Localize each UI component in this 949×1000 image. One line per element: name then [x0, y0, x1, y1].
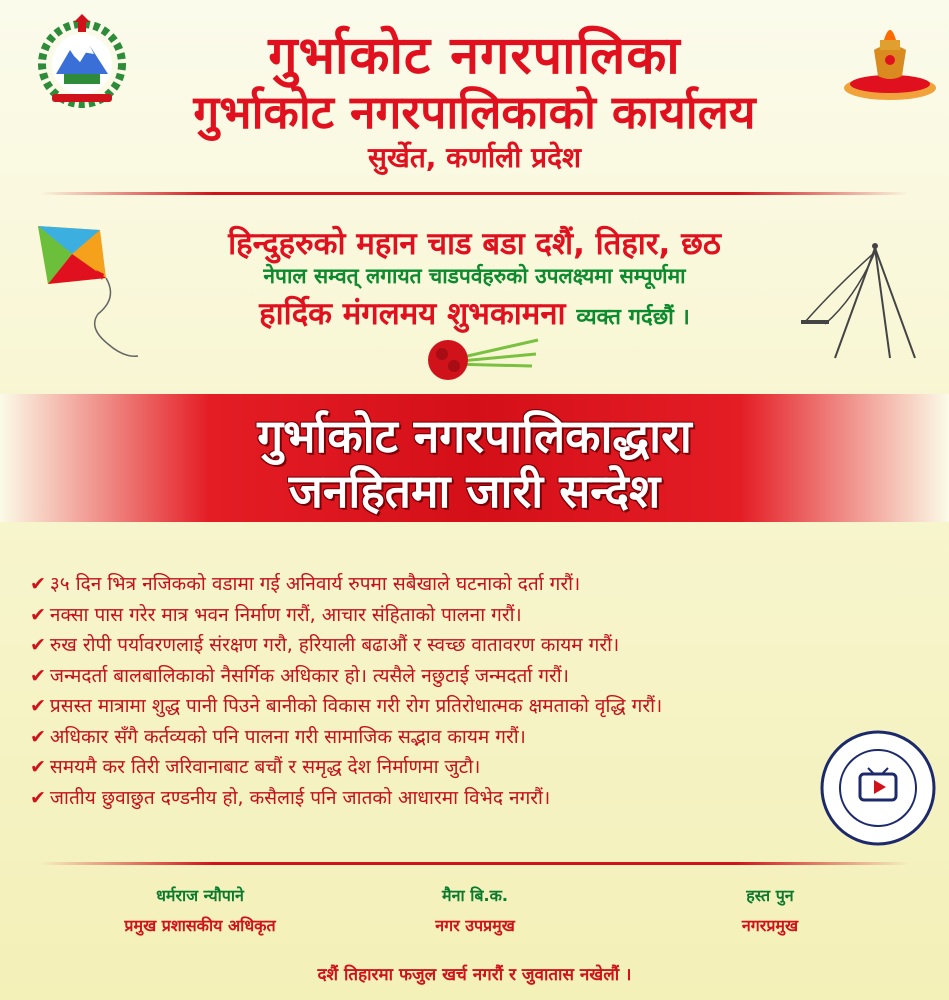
check-icon: ✔ [30, 634, 46, 656]
greeting-line-1: हिन्दुहरुको महान चाड बडा दशैं, तिहार, छठ [228, 226, 721, 262]
divider [40, 862, 909, 865]
signatory-name: धर्मराज न्यौपाने [156, 886, 244, 905]
check-icon: ✔ [30, 603, 46, 626]
signatory-deputy-mayor [380, 884, 570, 936]
signatory-cao [80, 884, 320, 936]
banner-title-line-2: जनहितमा जारी सन्देश [288, 464, 661, 518]
header [0, 0, 949, 190]
flower-icon [420, 326, 540, 386]
office-title: गुर्भाकोट नगरपालिकाको कार्यालय [193, 85, 756, 139]
list-item: ✔ जातीय छुवाछुत दण्डनीय हो, कसैलाई पनि जातको आधारमा विभेद नगरौं। [30, 786, 551, 809]
check-icon: ✔ [30, 664, 46, 687]
company-stamp [818, 728, 938, 848]
check-icon: ✔ [30, 573, 46, 595]
list-item: ✔ रुख रोपी पर्यावरणलाई संरक्षण गरौ, हरियाली बढाऔं र स्वच्छ वातावरण कायम गरौं। [30, 634, 620, 656]
public-message-list [30, 570, 930, 814]
signatory-name: हस्त पुन [746, 886, 794, 905]
footer-message: दशैं तिहारमा फजुल खर्च नगरौं र जुवातास नखेलौं । [317, 965, 632, 985]
list-item: ✔ जन्मदर्ता बालबालिकाको नैसर्गिक अधिकार हो। त्यसैले नछुटाई जन्मदर्ता गरौं। [30, 664, 569, 687]
check-icon: ✔ [30, 695, 46, 717]
signatory-mayor [680, 884, 860, 936]
list-item: ✔ ३५ दिन भित्र नजिकको वडामा गई अनिवार्य रुपमा सबैखाले घटनाको दर्ता गरौं। [30, 573, 581, 595]
signatory-name: मैना बि.क. [442, 886, 508, 905]
check-icon: ✔ [30, 725, 46, 748]
list-item: ✔ प्रसस्त मात्रामा शुद्ध पानी पिउने बानीको विकास गरी रोग प्रतिरोधात्मक क्षमताको वृद्धि गरौं। [30, 695, 663, 717]
municipality-title: गुर्भाकोट नगरपालिका [268, 26, 681, 86]
list-item: ✔ नक्सा पास गरेर मात्र भवन निर्माण गरौं, आचार संहिताको पालना गरौं। [30, 603, 522, 626]
greeting-tail: व्यक्त गर्दछौं । [576, 305, 690, 330]
address: सुर्खेत, कर्णाली प्रदेश [367, 141, 581, 174]
signatory-role: प्रमुख प्रशासकीय अधिकृत [124, 916, 276, 935]
signatory-role: नगर उपप्रमुख [435, 916, 515, 935]
greeting-line-3 [0, 292, 949, 334]
banner-title-line-1: गुर्भाकोट नगरपालिकाद्धारा [257, 409, 692, 463]
greeting-line-2: नेपाल सम्वत् लगायत चाडपर्वहरुको उपलक्ष्यमा सम्पूर्णमा [263, 264, 686, 288]
check-icon: ✔ [30, 786, 46, 809]
list-item: ✔ समयमै कर तिरी जरिवानाबाट बचौं र समृद्ध देश निर्माणमा जुटौ। [30, 756, 481, 778]
check-icon: ✔ [30, 756, 46, 778]
divider [40, 192, 909, 195]
signatory-role: नगरप्रमुख [741, 916, 799, 935]
list-item: ✔ अधिकार सँगै कर्तव्यको पनि पालना गरी सामाजिक सद्भाव कायम गरौं। [30, 725, 526, 748]
greeting-main: हार्दिक मंगलमय शुभकामना [259, 296, 566, 332]
